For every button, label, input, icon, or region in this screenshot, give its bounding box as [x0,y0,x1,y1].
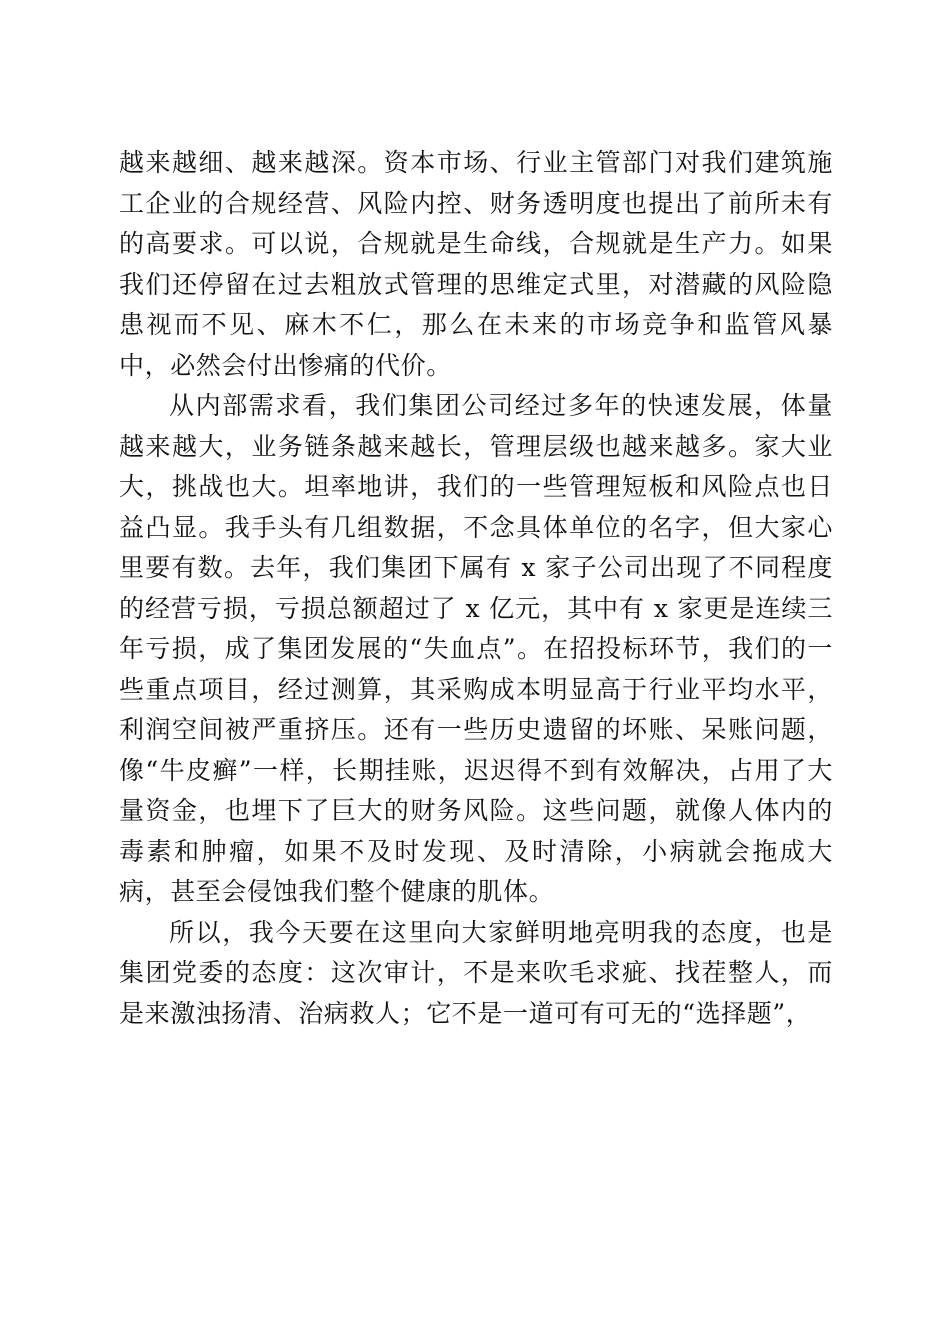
paragraph-1: 越来越细、越来越深。资本市场、行业主管部门对我们建筑施工企业的合规经营、风险内控、财务透明度也提出了前所未有的高要求。可以说，合规就是生命线，合规就是生产力。如果我们还停留在过去粗放式管理的思维定式里，对潜藏的风险隐患视而不见、麻木不仁，那么在未来的市场竞争和监管风暴中，必然会付出惨痛的代价。 [119,148,833,380]
paragraph-2: 从内部需求看，我们集团公司经过多年的快速发展，体量越来越大，业务链条越来越长，管理层级也越来越多。家大业大，挑战也大。坦率地讲，我们的一些管理短板和风险点也日益凸显。我手头有几组数据，不念具体单位的名字，但大家心里要有数。去年，我们集团下属有 x 家子公司出现了不同程度的经营亏损，亏损总额超过了 x 亿元，其中有 x 家更是连续三年亏损，成了集团发展的“失血点”。在招投标环节，我们的一些重点项目，经过测算，其采购成本明显高于行业平均水平，利润空间被严重挤压。还有一些历史遗留的坏账、呆账问题，像“牛皮癣”一样，长期挂账，迟迟得不到有效解决，占用了大量资金，也埋下了巨大的财务风险。这些问题，就像人体内的毒素和肿瘤，如果不及时发现、及时清除，小病就会拖成大病，甚至会侵蚀我们整个健康的肌体。 [119,391,833,906]
paragraph-3: 所以，我今天要在这里向大家鲜明地亮明我的态度，也是集团党委的态度：这次审计，不是来吹毛求疵、找茬整人，而是来激浊扬清、治病救人；它不是一道可有可无的“选择题”， [119,917,833,1028]
document-body [119,143,833,1034]
